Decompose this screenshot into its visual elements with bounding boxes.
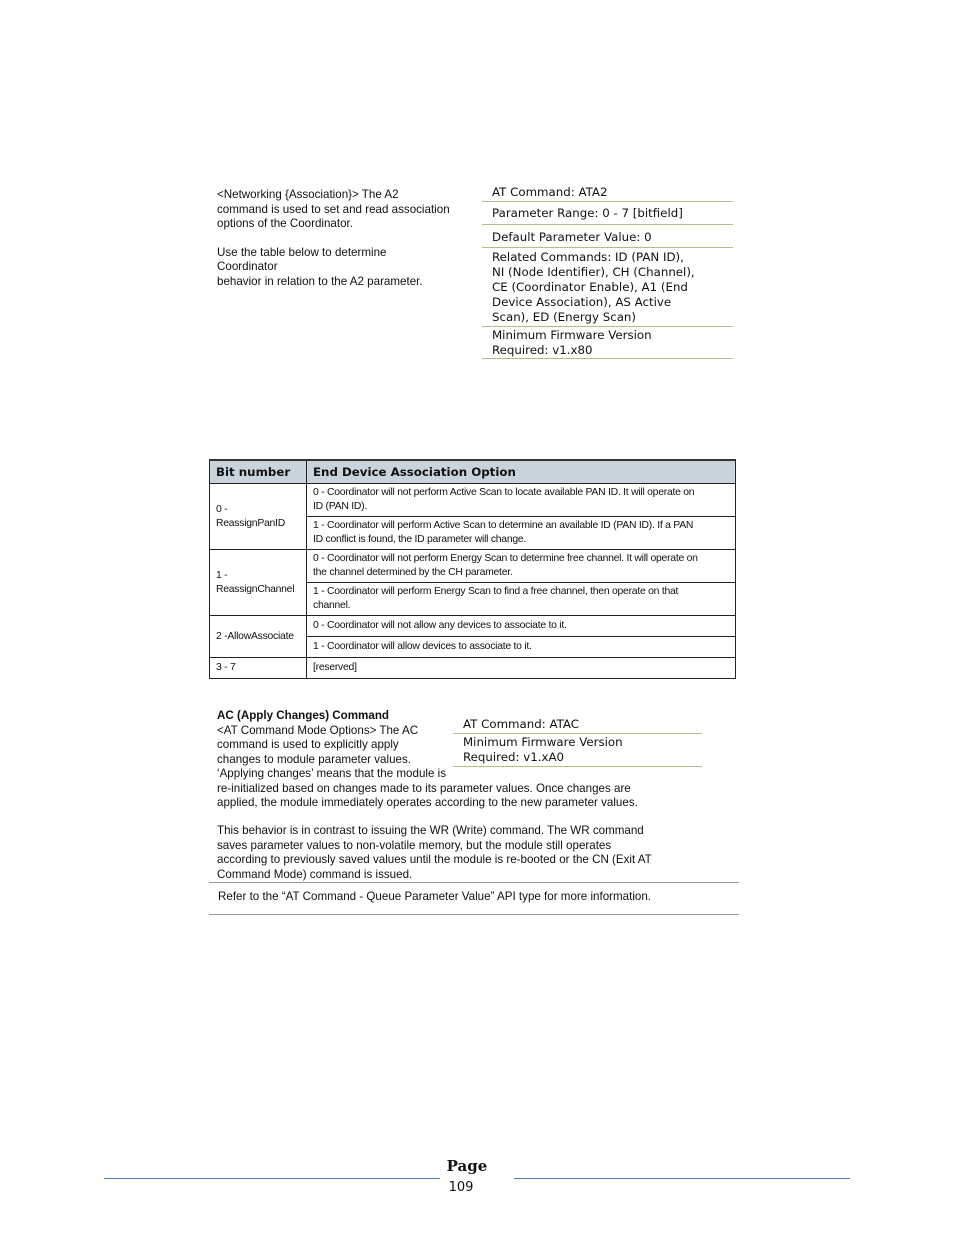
association-options-table bbox=[209, 459, 736, 679]
header-bit-number: Bit number bbox=[210, 460, 307, 484]
a2-desc-line: <Networking {Association}> The A2 bbox=[217, 188, 399, 201]
a2-firmware-line: Minimum Firmware Version bbox=[492, 327, 652, 342]
ac-para-line: according to previously saved values until the module is re-booted or the CN (Exit AT bbox=[217, 853, 652, 866]
option-line: 0 - Coordinator will not allow any devices to associate to it. bbox=[313, 620, 567, 631]
option-line: 1 - Coordinator will allow devices to associate to it. bbox=[313, 641, 532, 652]
a2-desc-line: options of the Coordinator. bbox=[217, 217, 353, 230]
table-row bbox=[210, 550, 736, 583]
ac-desc-line: <AT Command Mode Options> The AC bbox=[217, 723, 419, 737]
ac-firmware-line: Minimum Firmware Version bbox=[463, 735, 623, 750]
bit-label-line: 2 -AllowAssociate bbox=[216, 630, 294, 642]
bit-cell bbox=[210, 658, 307, 679]
ac-paragraph bbox=[217, 824, 709, 882]
bit-cell bbox=[210, 550, 307, 616]
bit-label-line: 3 - 7 bbox=[216, 662, 236, 673]
option-cell bbox=[307, 658, 736, 679]
bit-label-line: ReassignPanID bbox=[216, 517, 285, 529]
a2-desc2-line: behavior in relation to the A2 parameter. bbox=[217, 274, 423, 288]
bit-label-line: ReassignChannel bbox=[216, 583, 295, 595]
ac-desc-line: re-initialized based on changes made to its parameter values. Once changes are bbox=[217, 781, 631, 795]
ac-desc-line: command is used to explicitly apply bbox=[217, 738, 399, 751]
option-line: 0 - Coordinator will not perform Energy Scan to determine free channel. It will operate on bbox=[313, 553, 698, 564]
option-cell bbox=[307, 550, 736, 583]
a2-desc-line: command is used to set and read association bbox=[217, 202, 450, 216]
a2-spec-box bbox=[482, 185, 733, 359]
a2-at-command: AT Command: ATA2 bbox=[482, 185, 733, 202]
header-option: End Device Association Option bbox=[307, 460, 736, 484]
a2-related-line: Scan), ED (Energy Scan) bbox=[492, 310, 637, 325]
a2-related-line: CE (Coordinator Enable), A1 (End bbox=[492, 280, 688, 295]
option-cell bbox=[307, 484, 736, 517]
bit-label-line: 0 - bbox=[216, 503, 228, 515]
bit-cell bbox=[210, 616, 307, 658]
ac-desc-line: changes to module parameter values. bbox=[217, 752, 411, 766]
option-line: ID conflict is found, the ID parameter will change. bbox=[313, 534, 527, 545]
ac-firmware-line: Required: v1.xA0 bbox=[463, 750, 565, 765]
ac-para-line: Command Mode) command is issued. bbox=[217, 867, 413, 881]
a2-param-range: Parameter Range: 0 - 7 [bitfield] bbox=[482, 202, 733, 225]
ac-title: AC (Apply Changes) Command bbox=[217, 709, 389, 722]
footer-rule-left bbox=[104, 1178, 440, 1179]
ac-para-line: This behavior is in contrast to issuing the WR (Write) command. The WR command bbox=[217, 824, 644, 837]
a2-related-line: NI (Node Identifier), CH (Channel), bbox=[492, 264, 695, 279]
ac-para-line: saves parameter values to non-volatile memory, but the module still operates bbox=[217, 838, 612, 852]
refer-divider-bottom bbox=[209, 914, 739, 915]
ac-desc-line: ‘Applying changes’ means that the module is bbox=[217, 767, 447, 780]
table-row bbox=[210, 616, 736, 637]
option-line: [reserved] bbox=[313, 662, 357, 673]
option-line: ID (PAN ID). bbox=[313, 501, 367, 512]
option-cell bbox=[307, 616, 736, 637]
a2-related-line: Related Commands: ID (PAN ID), bbox=[492, 249, 684, 264]
ac-spec-box bbox=[453, 717, 702, 767]
option-cell bbox=[307, 583, 736, 616]
a2-related-line: Device Association), AS Active bbox=[492, 295, 672, 310]
a2-related-commands bbox=[482, 248, 733, 327]
ac-desc-line: applied, the module immediately operates according to the new parameter values. bbox=[217, 796, 638, 809]
page-number: 109 bbox=[448, 1180, 474, 1195]
option-cell bbox=[307, 517, 736, 550]
bit-label-line: 1 - bbox=[216, 569, 228, 581]
table-row bbox=[210, 484, 736, 517]
a2-firmware-line: Required: v1.x80 bbox=[492, 342, 593, 357]
option-line: 1 - Coordinator will perform Active Scan to determine an available ID (PAN ID). If a PAN bbox=[313, 520, 694, 531]
bit-cell bbox=[210, 484, 307, 550]
page-label: Page bbox=[446, 1157, 488, 1175]
a2-min-firmware bbox=[482, 327, 733, 359]
ac-at-command: AT Command: ATAC bbox=[453, 717, 702, 734]
option-cell bbox=[307, 637, 736, 658]
refer-note: Refer to the “AT Command - Queue Parameter Value” API type for more information. bbox=[218, 890, 652, 903]
table-header-row bbox=[210, 460, 736, 484]
a2-default-value: Default Parameter Value: 0 bbox=[482, 225, 733, 247]
table-row bbox=[210, 658, 736, 679]
option-line: 1 - Coordinator will perform Energy Scan to find a free channel, then operate on that bbox=[313, 586, 679, 597]
footer-rule-right bbox=[514, 1178, 850, 1179]
ac-min-firmware bbox=[453, 734, 702, 766]
option-line: 0 - Coordinator will not perform Active Scan to locate available PAN ID. It will operate on bbox=[313, 487, 695, 498]
option-line: channel. bbox=[313, 600, 351, 611]
refer-divider-top bbox=[209, 882, 739, 883]
a2-description bbox=[217, 188, 475, 289]
a2-desc2-line: Coordinator bbox=[217, 260, 278, 273]
option-line: the channel determined by the CH parameter. bbox=[313, 567, 513, 578]
a2-desc2-line: Use the table below to determine bbox=[217, 245, 387, 259]
